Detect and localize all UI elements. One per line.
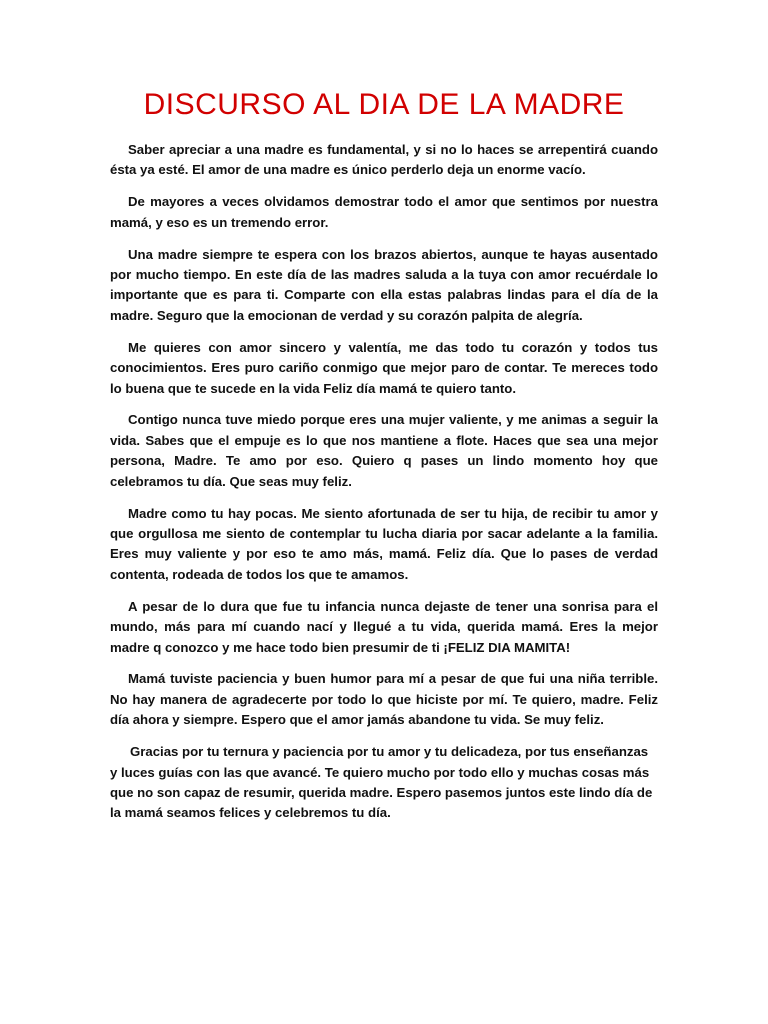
paragraph-1: Saber apreciar a una madre es fundamental, y si no lo haces se arrepentirá cuando ésta ya esté. El amor de una madre es único perderlo deja un enorme vacío. bbox=[110, 142, 658, 178]
paragraph-9: Gracias por tu ternura y paciencia por tu amor y tu delicadeza, por tus enseñanzas y luces guías con las que avancé. Te quiero mucho por todo ello y muchas cosas más que no son capaz de resumir, querida madre. Espero pasemos juntos este lindo día de la mamá seamos felices y celebremos tu día. bbox=[110, 744, 653, 821]
document-body bbox=[110, 140, 658, 835]
paragraph-4: Me quieres con amor sincero y valentía, me das todo tu corazón y todos tus conocimientos. Eres puro cariño conmigo que mejor paro de contar. Te mereces todo lo buena que te sucede en la vida Feliz día mamá te quiero tanto. bbox=[110, 339, 658, 396]
document-title: DISCURSO AL DIA DE LA MADRE bbox=[143, 88, 625, 121]
paragraph-3: Una madre siempre te espera con los brazos abiertos, aunque te hayas ausentado por mucho tiempo. En este día de las madres saluda a la tuya con amor recuérdale lo importante que es para ti. Comparte con ella estas palabras lindas para el día de la madre. Seguro que la emocionan de verdad y su corazón palpita de alegría. bbox=[110, 246, 658, 323]
paragraph-2: De mayores a veces olvidamos demostrar todo el amor que sentimos por nuestra mamá, y eso es un tremendo error. bbox=[110, 194, 658, 230]
paragraph-6: Madre como tu hay pocas. Me siento afortunada de ser tu hija, de recibir tu amor y que orgullosa me siento de contemplar tu lucha diaria por sacar adelante a la familia. Eres muy valiente y por eso te amo más, mamá. Feliz día. Que lo pases de verdad contenta, rodeada de todos los que te amamos. bbox=[110, 505, 658, 582]
paragraph-8: Mamá tuviste paciencia y buen humor para mí a pesar de que fui una niña terrible. No hay manera de agradecerte por todo lo que hiciste por mí. Te quiero, madre. Feliz día ahora y siempre. Espero que el amor jamás abandone tu vida. Se muy feliz. bbox=[110, 671, 658, 728]
paragraph-5: Contigo nunca tuve miedo porque eres una mujer valiente, y me animas a seguir la vida. Sabes que el empuje es lo que nos mantiene a flote. Haces que sea una mejor persona, Madre. Te amo por eso. Quiero q pases un lindo momento hoy que celebramos tu día. Que seas muy feliz. bbox=[110, 412, 658, 489]
paragraph-7: A pesar de lo dura que fue tu infancia nunca dejaste de tener una sonrisa para el mundo, más para mí cuando nací y llegué a tu vida, querida mamá. Eres la mejor madre q conozco y me hace todo bien presumir de ti ¡FELIZ DIA MAMITA! bbox=[110, 598, 658, 655]
